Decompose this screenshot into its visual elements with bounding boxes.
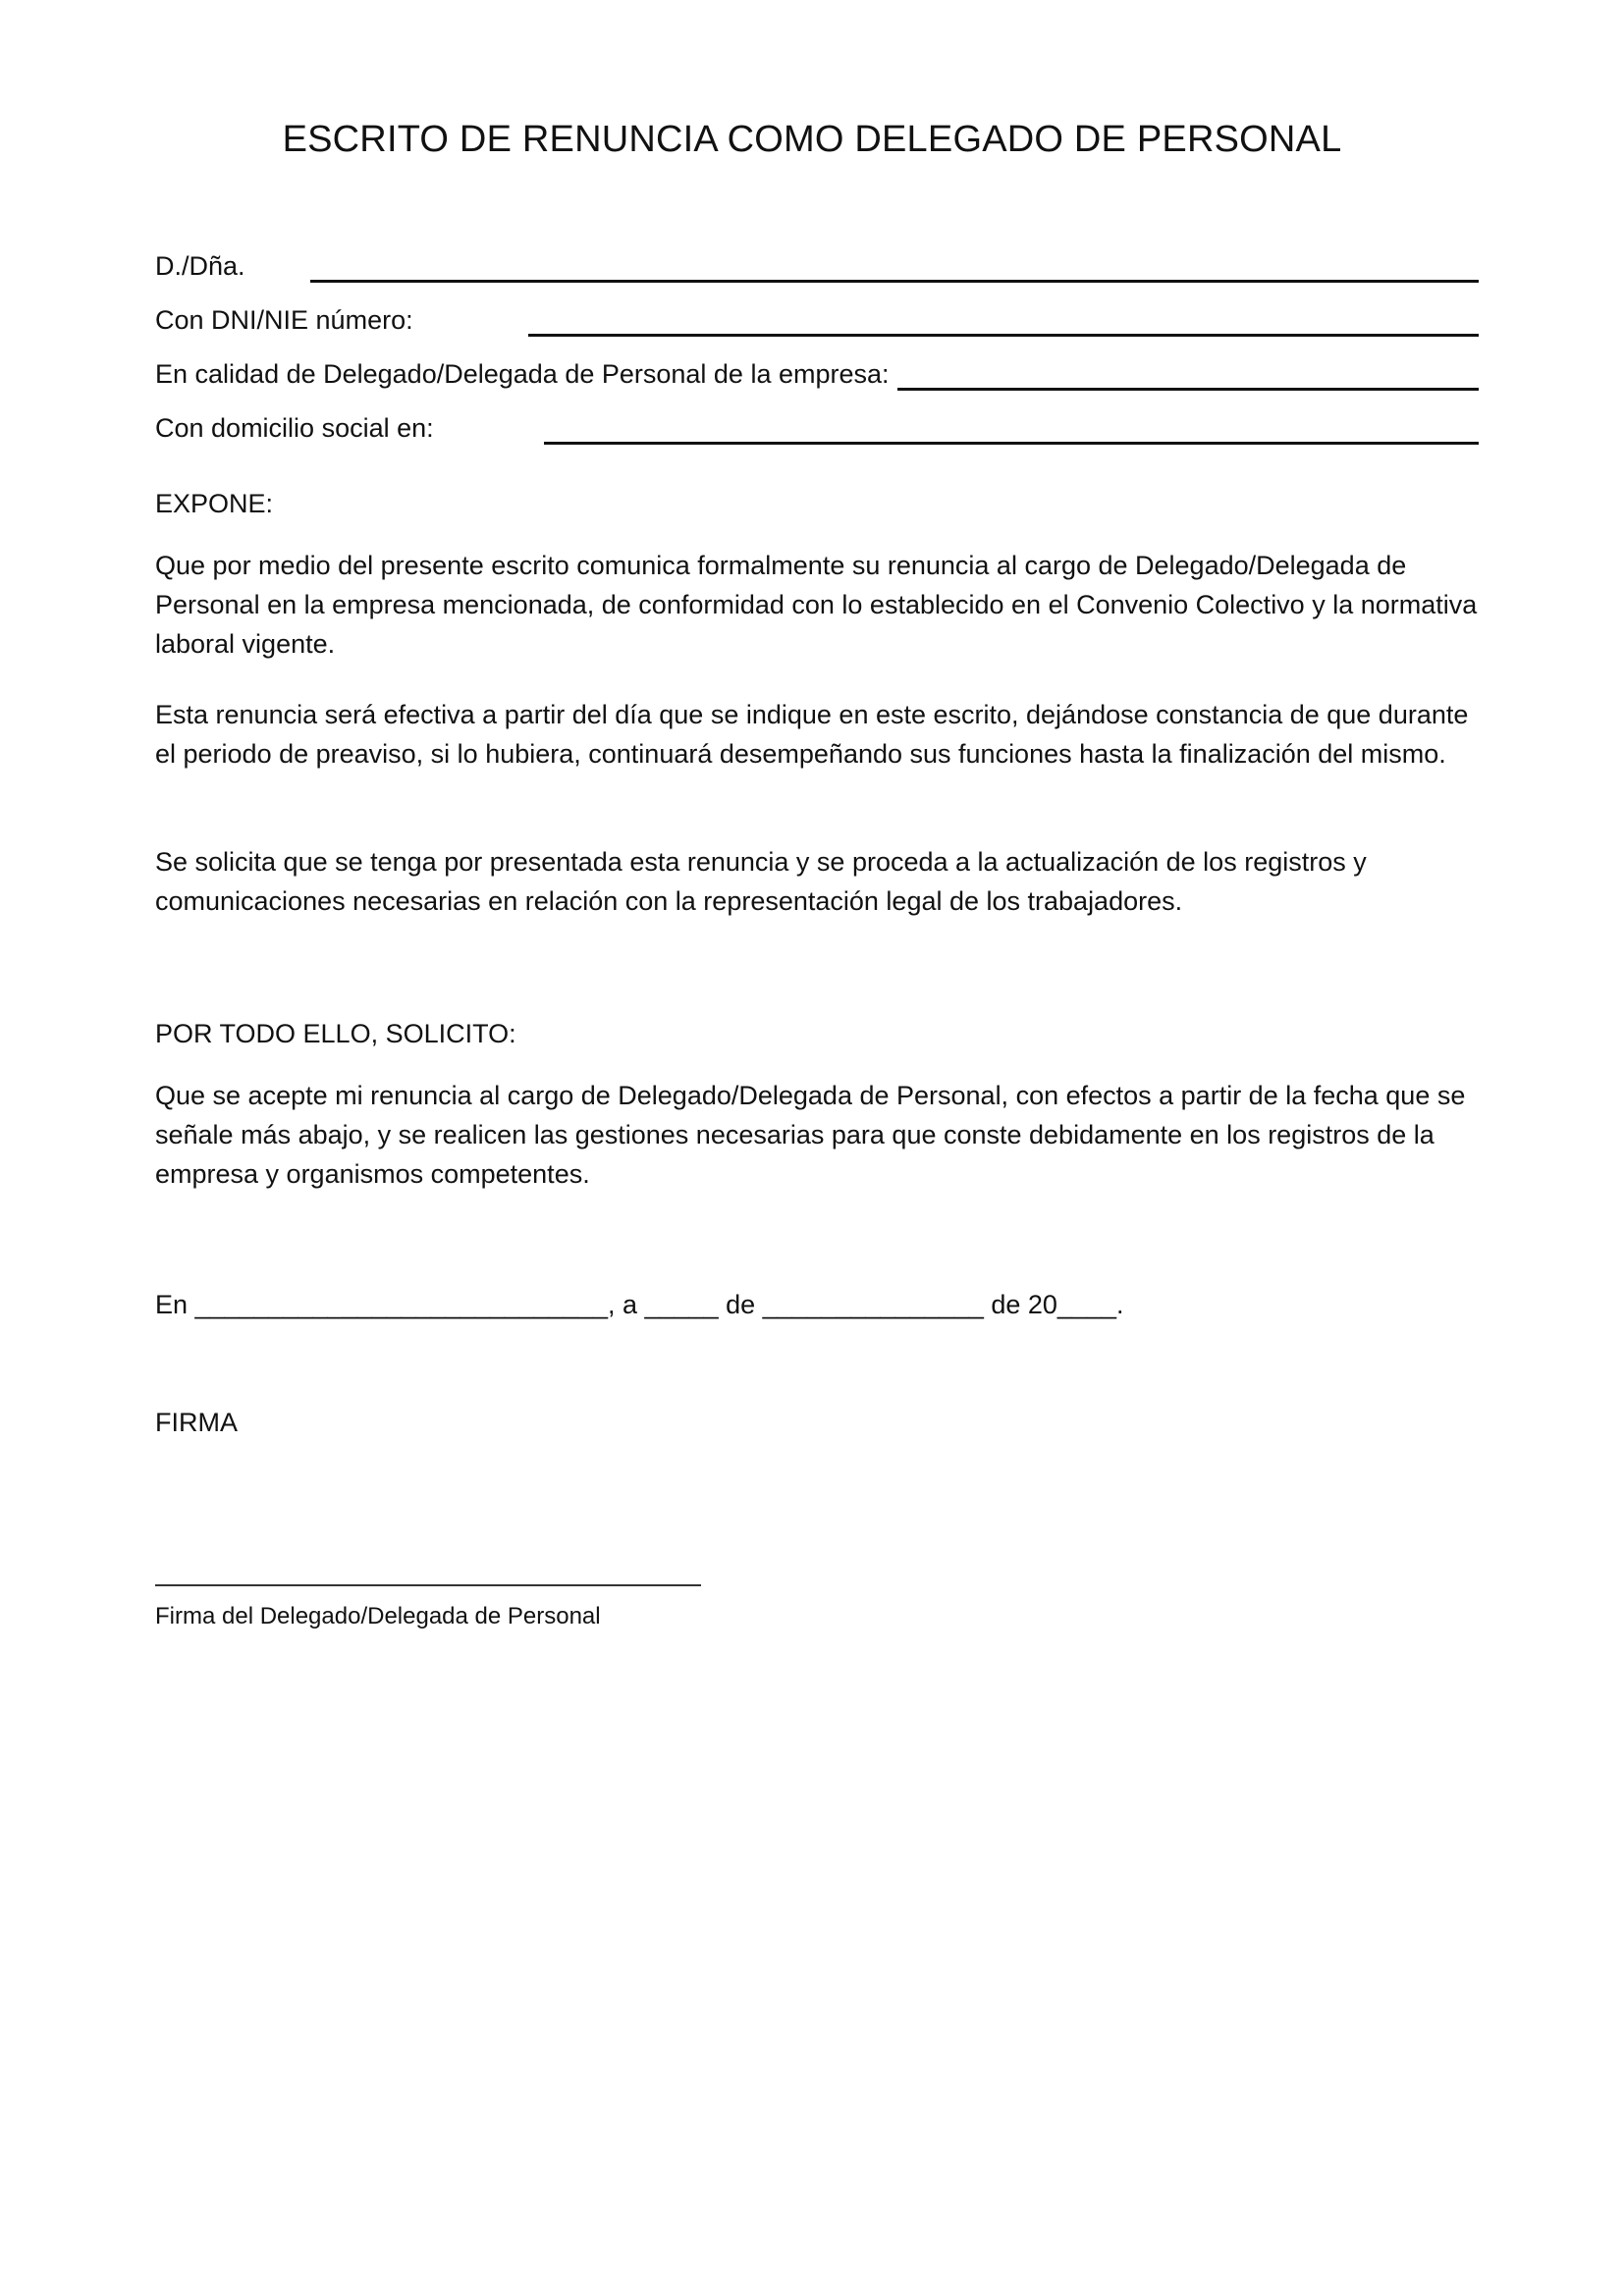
solicito-paragraph: Que se acepte mi renuncia al cargo de Delegado/Delegada de Personal, con efectos a partir de la fecha que se señale más abajo, y se realicen las gestiones necesarias para que conste debidamente en los registros de la empresa y organismos competentes. — [155, 1081, 1466, 1189]
name-blank-line[interactable] — [310, 280, 1479, 283]
field-label-dni: Con DNI/NIE número: — [155, 305, 413, 335]
field-row-dni — [155, 297, 1479, 337]
field-row-address — [155, 405, 1479, 445]
expone-paragraph-1: Que por medio del presente escrito comunica formalmente su renuncia al cargo de Delegado/Delegada de Personal en la empresa mencionada, de conformidad con lo establecido en el Convenio Colectivo y la normativa laboral vigente. — [155, 551, 1478, 659]
field-label-company: En calidad de Delegado/Delegada de Personal de la empresa: — [155, 359, 890, 389]
signature-caption: Firma del Delegado/Delegada de Personal — [155, 1603, 601, 1629]
field-label-address: Con domicilio social en: — [155, 413, 434, 443]
firma-label: FIRMA — [155, 1408, 238, 1437]
expone-paragraph-3: Se solicita que se tenga por presentada esta renuncia y se proceda a la actualización de los registros y comunicaciones necesarias en relación con la representación legal de los trabajadores. — [155, 847, 1367, 916]
document-title: ESCRITO DE RENUNCIA COMO DELEGADO DE PERSONAL — [282, 119, 1342, 160]
expone-paragraph-2: Esta renuncia será efectiva a partir del día que se indique en este escrito, dejándose constancia de que durante el periodo de preaviso, si lo hubiera, continuará desempeñando sus funciones hasta la finalización del mismo. — [155, 700, 1469, 769]
date-place-line[interactable]: En ____________________________, a _____ de _______________ de 20____. — [155, 1290, 1124, 1319]
field-label-name: D./Dña. — [155, 251, 245, 281]
expone-heading: EXPONE: — [155, 489, 274, 518]
solicito-heading: POR TODO ELLO, SOLICITO: — [155, 1019, 516, 1048]
company-blank-line[interactable] — [897, 388, 1479, 391]
signature-line[interactable] — [155, 1584, 701, 1586]
dni-blank-line[interactable] — [528, 334, 1479, 337]
field-row-company — [155, 351, 1479, 391]
address-blank-line[interactable] — [544, 442, 1479, 445]
field-row-name — [155, 243, 1479, 283]
